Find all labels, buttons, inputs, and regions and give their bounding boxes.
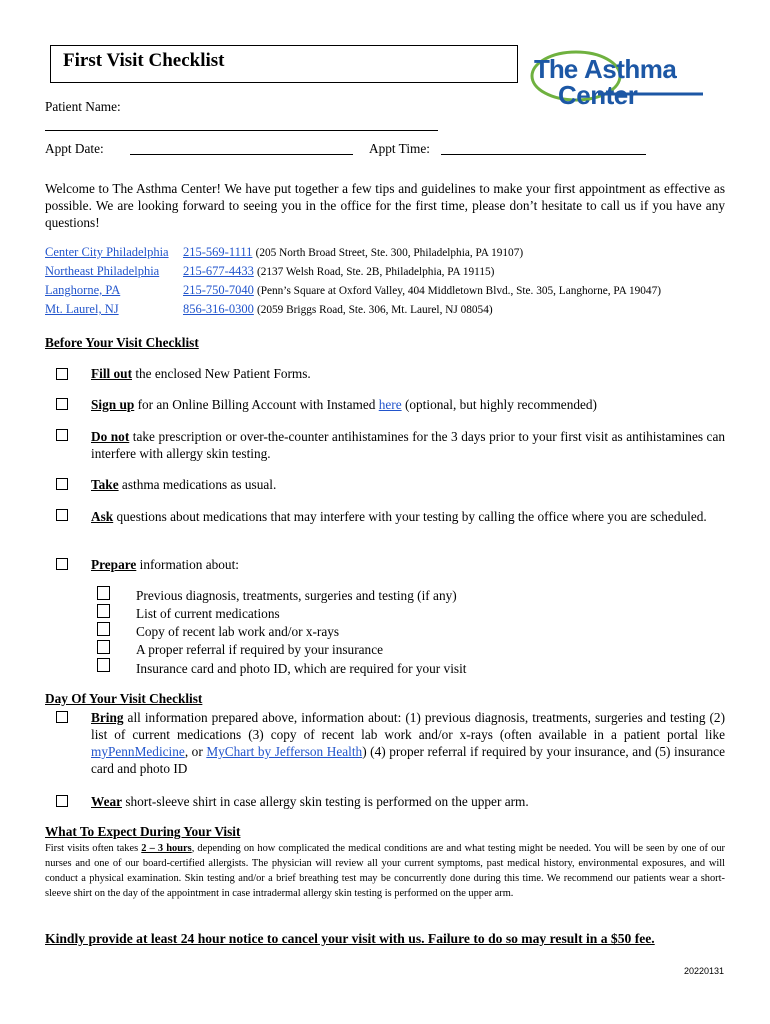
title-box bbox=[50, 45, 518, 83]
mypennmedicine-link[interactable]: myPennMedicine bbox=[91, 744, 185, 759]
asthma-center-logo bbox=[528, 48, 710, 110]
checkbox[interactable] bbox=[56, 478, 68, 490]
checkbox[interactable] bbox=[56, 795, 68, 807]
item-verb: Take bbox=[91, 477, 119, 492]
what-to-expect-heading: What To Expect During Your Visit bbox=[45, 824, 241, 839]
checklist-item bbox=[91, 396, 725, 413]
location-row bbox=[45, 302, 493, 317]
phone-link[interactable]: 856-316-0300 bbox=[183, 302, 254, 316]
sub-item: Copy of recent lab work and/or x-rays bbox=[136, 624, 340, 639]
duration-text: 2 – 3 hours bbox=[141, 843, 192, 854]
sub-item: Insurance card and photo ID, which are required for your visit bbox=[136, 661, 467, 676]
mychart-link[interactable]: MyChart by Jefferson Health bbox=[206, 744, 363, 759]
patient-name-field[interactable] bbox=[45, 130, 438, 131]
checkbox[interactable] bbox=[97, 658, 110, 672]
location-address: (2137 Welsh Road, Ste. 2B, Philadelphia, PA 19115) bbox=[256, 266, 495, 278]
location-address: (205 North Broad Street, Ste. 300, Philadelphia, PA 19107) bbox=[255, 247, 524, 259]
svg-text:Asthma: Asthma bbox=[584, 54, 677, 84]
location-row bbox=[45, 283, 661, 298]
item-text: the enclosed New Patient Forms. bbox=[132, 366, 311, 381]
sub-item: List of current medications bbox=[136, 606, 280, 621]
checkbox[interactable] bbox=[56, 558, 68, 570]
item-text: ) (4) proper referral if required by your insurance, and (5) insurance card and photo ID bbox=[91, 744, 725, 776]
expect-paragraph bbox=[45, 841, 725, 901]
appt-time-label: Appt Time: bbox=[369, 141, 430, 156]
item-text: asthma medications as usual. bbox=[118, 477, 277, 492]
appt-date-field[interactable] bbox=[130, 154, 353, 155]
checkbox[interactable] bbox=[56, 509, 68, 521]
location-address: (2059 Briggs Road, Ste. 306, Mt. Laurel, NJ 08054) bbox=[256, 304, 493, 316]
item-text: short-sleeve shirt in case allergy skin testing is performed on the upper arm. bbox=[122, 794, 529, 809]
instamed-link[interactable]: here bbox=[378, 397, 402, 412]
svg-text:The: The bbox=[534, 54, 578, 84]
item-text: all information prepared above, information about: (1) previous diagnosis, treatments, surgeries and testing (2) list of current medications (3) copy of recent lab work and/or x-rays (often available in a patient portal like bbox=[91, 710, 725, 742]
day-of-visit-heading: Day Of Your Visit Checklist bbox=[45, 691, 203, 706]
checklist-item bbox=[91, 793, 725, 810]
checkbox[interactable] bbox=[56, 429, 68, 441]
logo-graphic bbox=[528, 48, 710, 110]
item-verb: Prepare bbox=[91, 557, 137, 572]
checklist-item bbox=[91, 556, 725, 573]
appt-time-field[interactable] bbox=[441, 154, 646, 155]
item-verb: Fill out bbox=[91, 366, 133, 381]
checkbox[interactable] bbox=[97, 604, 110, 618]
item-text: , or bbox=[184, 744, 207, 759]
sub-item: Previous diagnosis, treatments, surgeries and testing (if any) bbox=[136, 588, 457, 603]
item-text: questions about medications that may interfere with your testing by calling the office where you are scheduled. bbox=[113, 509, 707, 524]
phone-link[interactable]: 215-677-4433 bbox=[183, 264, 254, 278]
sub-item: A proper referral if required by your insurance bbox=[136, 642, 383, 657]
page-title: First Visit Checklist bbox=[63, 50, 225, 71]
item-verb: Sign up bbox=[91, 397, 135, 412]
svg-text:Center: Center bbox=[558, 80, 638, 110]
welcome-paragraph: Welcome to The Asthma Center! We have put together a few tips and guidelines to make your first appointment as effective as possible. We are looking forward to seeing you in the office for the first time, please don’t hesitate to call us if you have any questions! bbox=[45, 181, 725, 230]
checkbox[interactable] bbox=[97, 622, 110, 636]
item-text: (optional, but highly recommended) bbox=[401, 397, 597, 412]
location-row bbox=[45, 264, 494, 279]
location-link[interactable]: Langhorne, PA bbox=[45, 283, 121, 297]
checklist-item bbox=[91, 508, 725, 525]
item-text: take prescription or over-the-counter antihistamines for the 3 days prior to your first visit as antihistamines can interfere with allergy skin testing. bbox=[91, 429, 725, 461]
expect-text: First visits often takes bbox=[45, 843, 142, 854]
before-visit-heading: Before Your Visit Checklist bbox=[45, 335, 199, 350]
checklist-item bbox=[91, 428, 725, 462]
checklist-item bbox=[91, 709, 725, 777]
appt-date-label: Appt Date: bbox=[45, 141, 104, 156]
phone-link[interactable]: 215-750-7040 bbox=[183, 283, 254, 297]
document-code: 20220131 bbox=[684, 966, 725, 976]
item-verb: Wear bbox=[91, 794, 123, 809]
location-link[interactable]: Mt. Laurel, NJ bbox=[45, 302, 119, 316]
patient-name-label: Patient Name: bbox=[45, 99, 121, 114]
location-address: (Penn’s Square at Oxford Valley, 404 Middletown Blvd., Ste. 305, Langhorne, PA 19047) bbox=[256, 285, 661, 297]
checkbox[interactable] bbox=[56, 398, 68, 410]
checkbox[interactable] bbox=[56, 711, 68, 723]
item-verb: Ask bbox=[91, 509, 114, 524]
cancellation-notice: Kindly provide at least 24 hour notice to cancel your visit with us. Failure to do so may result in a $50 fee. bbox=[45, 931, 655, 946]
checkbox[interactable] bbox=[97, 586, 110, 600]
checkbox[interactable] bbox=[97, 640, 110, 654]
checklist-item bbox=[91, 476, 725, 493]
item-verb: Do not bbox=[91, 429, 130, 444]
item-text: for an Online Billing Account with Instamed bbox=[134, 397, 379, 412]
checklist-item bbox=[91, 365, 725, 382]
location-link[interactable]: Northeast Philadelphia bbox=[45, 264, 160, 278]
location-link[interactable]: Center City Philadelphia bbox=[45, 245, 169, 259]
checkbox[interactable] bbox=[56, 368, 68, 380]
location-row bbox=[45, 245, 523, 260]
item-text: information about: bbox=[136, 557, 239, 572]
expect-text: , depending on how complicated the medical conditions are and what testing might be needed. You will be seen by one of our nurses and one of our board-certified allergists. The physician will review all your current symptoms, past medical history, environmental exposures, and will conduct a physical examination. Skin testing and/or a brief breathing test may be concurrently done during this time. We recommend our patients wear a short-sleeve shirt on the day of the appointment in case intradermal allergy skin testing is performed on the upper arm. bbox=[45, 843, 726, 899]
item-verb: Bring bbox=[91, 710, 124, 725]
phone-link[interactable]: 215-569-1111 bbox=[183, 245, 253, 259]
